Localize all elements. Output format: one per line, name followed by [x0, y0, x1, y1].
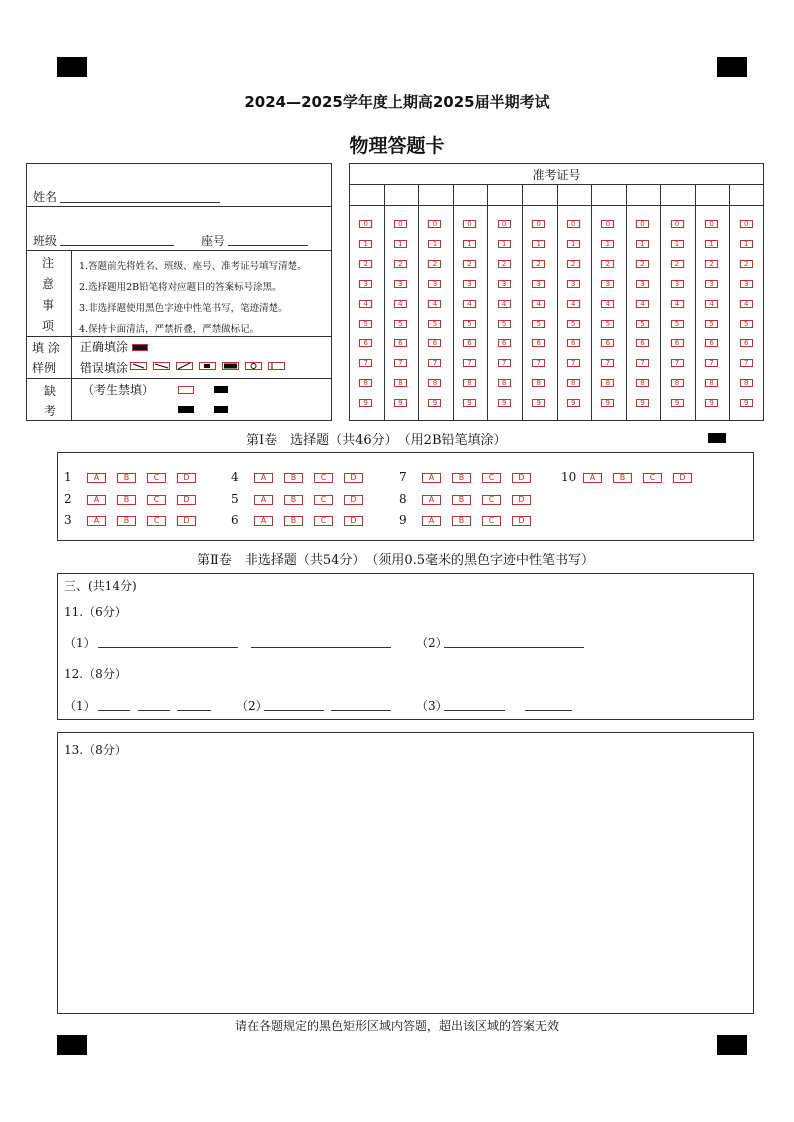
exam-id-bubble[interactable]: 8 [463, 379, 476, 387]
exam-id-bubble[interactable]: 5 [498, 320, 511, 328]
exam-id-bubble[interactable]: 3 [428, 280, 441, 288]
absent-mark [214, 386, 228, 393]
exam-id-bubble[interactable]: 9 [532, 399, 545, 407]
exam-id-bubble[interactable]: 0 [740, 220, 753, 228]
exam-id-bubble[interactable]: 3 [532, 280, 545, 288]
q12-3-answer-b[interactable] [525, 710, 572, 711]
q12-3-answer-a[interactable] [444, 710, 505, 711]
choice-bubble-a[interactable]: A [87, 495, 106, 505]
exam-id-bubble[interactable]: 3 [705, 280, 718, 288]
exam-id-bubble[interactable]: 4 [532, 300, 545, 308]
exam-id-bubble[interactable]: 3 [671, 280, 684, 288]
exam-id-bubble[interactable]: 4 [601, 300, 614, 308]
exam-id-bubble[interactable]: 5 [359, 320, 372, 328]
exam-id-bubble[interactable]: 4 [394, 300, 407, 308]
exam-id-bubble[interactable]: 3 [498, 280, 511, 288]
exam-id-bubble[interactable]: 7 [671, 359, 684, 367]
exam-id-bubble[interactable]: 0 [567, 220, 580, 228]
exam-id-bubble[interactable]: 4 [740, 300, 753, 308]
exam-id-bubble[interactable]: 1 [532, 240, 545, 248]
exam-title: 2024—2025学年度上期高2025届半期考试 [244, 93, 550, 111]
part3-label: 三、(共14分) [64, 579, 137, 593]
exam-id-bubble[interactable]: 7 [636, 359, 649, 367]
corner-marker [717, 1035, 747, 1055]
corner-marker [57, 1035, 87, 1055]
exam-id-bubble[interactable]: 7 [532, 359, 545, 367]
question-number: 6 [231, 513, 239, 527]
q12-2-label: （2） [236, 699, 268, 713]
question-number: 4 [231, 470, 239, 484]
question-number: 10 [561, 470, 577, 484]
absent-mark [178, 406, 194, 413]
exam-id-bubble[interactable]: 5 [740, 320, 753, 328]
exam-id-bubble[interactable]: 6 [359, 339, 372, 347]
q11-1-answer[interactable] [98, 647, 238, 648]
absent-heading: 缺 考 [44, 384, 57, 418]
exam-id-bubble[interactable]: 0 [428, 220, 441, 228]
choice-bubble-d[interactable]: D [673, 473, 692, 483]
exam-id-bubble[interactable]: 7 [567, 359, 580, 367]
q12-2-answer-a[interactable] [264, 710, 324, 711]
choice-bubble-c[interactable]: C [482, 495, 501, 505]
choice-bubble-c[interactable]: C [147, 495, 166, 505]
q11-2-label: （2） [416, 636, 448, 650]
exam-id-bubble[interactable]: 6 [671, 339, 684, 347]
exam-id-bubble[interactable]: 3 [740, 280, 753, 288]
exam-id-bubble[interactable]: 5 [428, 320, 441, 328]
question-number: 5 [231, 492, 239, 506]
exam-id-write-cell[interactable] [697, 186, 728, 203]
exam-id-bubble[interactable]: 5 [601, 320, 614, 328]
fill-heading: 填 涂 样例 [32, 341, 60, 375]
section2-title: 第Ⅱ卷 非选择题（共54分） （须用0.5毫米的黑色字迹中性笔书写） [197, 553, 595, 568]
choice-bubble-c[interactable]: C [643, 473, 662, 483]
choice-bubble-b[interactable]: B [117, 473, 136, 483]
choice-bubble-c[interactable]: C [147, 516, 166, 526]
answer-box-13[interactable] [57, 732, 754, 1014]
q11-1-label: （1） [64, 636, 96, 650]
choice-bubble-d[interactable]: D [344, 495, 363, 505]
choice-bubble-a[interactable]: A [87, 516, 106, 526]
exam-id-bubble[interactable]: 9 [567, 399, 580, 407]
exam-id-bubble[interactable]: 0 [705, 220, 718, 228]
notes-list: 1.答题前先将姓名、班级、座号、准考证号填写清楚。 2.选择题用2B铅笔将对应题目的答案标号涂黑。 3.非选择题使用黑色字迹中性笔书写，笔迹清楚。 4.保持卡面清洁，严禁折叠，严禁做标记。 [79, 261, 307, 335]
exam-id-write-cell[interactable] [593, 186, 624, 203]
exam-id-bubble[interactable]: 2 [428, 260, 441, 268]
exam-id-bubble[interactable]: 6 [636, 339, 649, 347]
name-label: 姓名 [33, 190, 58, 204]
exam-id-bubble[interactable]: 2 [601, 260, 614, 268]
choice-bubble-b[interactable]: B [284, 495, 303, 505]
section-marker [708, 433, 726, 443]
choice-bubble-c[interactable]: C [314, 516, 333, 526]
exam-id-label: 准考证号 [532, 168, 581, 182]
exam-id-bubble[interactable]: 2 [498, 260, 511, 268]
exam-id-bubble[interactable]: 5 [532, 320, 545, 328]
q12-1-answer-a[interactable] [98, 710, 130, 711]
exam-id-bubble[interactable]: 3 [601, 280, 614, 288]
choice-bubble-a[interactable]: A [422, 516, 441, 526]
question-number: 9 [399, 513, 407, 527]
exam-id-bubble[interactable]: 4 [567, 300, 580, 308]
choice-bubble-a[interactable]: A [254, 516, 273, 526]
choice-bubble-d[interactable]: D [512, 495, 531, 505]
q11-2-answer[interactable] [444, 647, 584, 648]
exam-id-bubble[interactable]: 2 [463, 260, 476, 268]
exam-id-bubble[interactable]: 1 [671, 240, 684, 248]
absent-bubble[interactable] [178, 386, 194, 394]
absent-mark [214, 406, 228, 413]
absent-note: （考生禁填） [82, 383, 155, 397]
class-label: 班级 [33, 234, 58, 248]
exam-id-bubble[interactable]: 7 [498, 359, 511, 367]
exam-id-bubble[interactable]: 0 [394, 220, 407, 228]
exam-id-bubble[interactable]: 9 [705, 399, 718, 407]
exam-id-bubble[interactable]: 2 [394, 260, 407, 268]
exam-id-bubble[interactable]: 5 [705, 320, 718, 328]
exam-id-bubble[interactable]: 9 [636, 399, 649, 407]
wrong-fill-samples [130, 362, 300, 374]
exam-id-bubble[interactable]: 7 [463, 359, 476, 367]
exam-id-write-cell[interactable] [524, 186, 555, 203]
exam-id-bubble[interactable]: 1 [740, 240, 753, 248]
choice-bubble-b[interactable]: B [284, 516, 303, 526]
choice-bubble-d[interactable]: D [512, 516, 531, 526]
exam-id-bubble[interactable]: 3 [567, 280, 580, 288]
q12-1-answer-b[interactable] [138, 710, 170, 711]
exam-id-bubble[interactable]: 6 [428, 339, 441, 347]
exam-id-bubble[interactable]: 8 [498, 379, 511, 387]
exam-id-bubble[interactable]: 8 [705, 379, 718, 387]
exam-id-bubble[interactable]: 2 [740, 260, 753, 268]
exam-id-bubble[interactable]: 5 [671, 320, 684, 328]
exam-id-bubble[interactable]: 0 [498, 220, 511, 228]
q12-label: 12.（8分） [64, 667, 127, 681]
name-field[interactable] [60, 202, 220, 203]
exam-id-bubble[interactable]: 9 [671, 399, 684, 407]
exam-id-bubble[interactable]: 1 [394, 240, 407, 248]
exam-id-bubble[interactable]: 8 [601, 379, 614, 387]
exam-id-bubble[interactable]: 8 [567, 379, 580, 387]
exam-id-bubble[interactable]: 8 [359, 379, 372, 387]
exam-id-bubble[interactable]: 6 [705, 339, 718, 347]
exam-id-bubble[interactable]: 5 [394, 320, 407, 328]
exam-id-bubble[interactable]: 7 [394, 359, 407, 367]
choice-bubble-b[interactable]: B [117, 516, 136, 526]
exam-id-bubble[interactable]: 3 [636, 280, 649, 288]
wrong-fill-label: 错误填涂 [80, 361, 129, 375]
choice-bubble-b[interactable]: B [452, 495, 471, 505]
corner-marker [717, 57, 747, 77]
exam-id-write-cell[interactable] [628, 186, 659, 203]
exam-id-bubble[interactable]: 2 [705, 260, 718, 268]
exam-id-bubble[interactable]: 7 [705, 359, 718, 367]
choice-bubble-d[interactable]: D [177, 516, 196, 526]
exam-id-bubble[interactable]: 3 [463, 280, 476, 288]
choice-bubble-a[interactable]: A [422, 473, 441, 483]
exam-id-bubble[interactable]: 0 [671, 220, 684, 228]
exam-id-bubble[interactable]: 6 [567, 339, 580, 347]
choice-bubble-a[interactable]: A [254, 473, 273, 483]
exam-id-bubble[interactable]: 1 [567, 240, 580, 248]
exam-id-bubble[interactable]: 2 [532, 260, 545, 268]
exam-id-bubble[interactable]: 1 [498, 240, 511, 248]
exam-id-bubble[interactable]: 9 [463, 399, 476, 407]
class-field[interactable] [60, 245, 174, 246]
exam-id-bubble[interactable]: 8 [671, 379, 684, 387]
section1-title: 第Ⅰ卷 选择题（共46分） （用2B铅笔填涂） [246, 433, 507, 448]
question-number: 2 [64, 492, 72, 506]
choice-bubble-a[interactable]: A [87, 473, 106, 483]
choice-bubble-a[interactable]: A [583, 473, 602, 483]
choice-bubble-c[interactable]: C [147, 473, 166, 483]
choice-bubble-d[interactable]: D [344, 516, 363, 526]
exam-id-bubble[interactable]: 8 [740, 379, 753, 387]
exam-id-bubble[interactable]: 3 [394, 280, 407, 288]
choice-bubble-b[interactable]: B [613, 473, 632, 483]
choice-bubble-b[interactable]: B [452, 473, 471, 483]
q13-label: 13.（8分） [64, 743, 127, 757]
exam-id-write-cell[interactable] [386, 186, 417, 203]
exam-id-write-cell[interactable] [731, 186, 762, 203]
choice-bubble-a[interactable]: A [254, 495, 273, 505]
exam-id-bubble[interactable]: 4 [359, 300, 372, 308]
exam-id-bubble[interactable]: 7 [428, 359, 441, 367]
seat-label: 座号 [201, 234, 226, 248]
exam-id-bubble[interactable]: 6 [740, 339, 753, 347]
exam-id-bubble[interactable]: 0 [463, 220, 476, 228]
footer-note: 请在各题规定的黑色矩形区域内答题，超出该区域的答案无效 [234, 1019, 559, 1033]
choice-bubble-c[interactable]: C [482, 516, 501, 526]
exam-id-bubble[interactable]: 1 [705, 240, 718, 248]
exam-id-bubble[interactable]: 1 [601, 240, 614, 248]
choice-bubble-b[interactable]: B [117, 495, 136, 505]
exam-id-write-cell[interactable] [455, 186, 486, 203]
choice-bubble-b[interactable]: B [452, 516, 471, 526]
choice-bubble-c[interactable]: C [314, 473, 333, 483]
exam-id-bubble[interactable]: 7 [601, 359, 614, 367]
correct-fill-sample [132, 344, 148, 351]
exam-id-bubble[interactable]: 2 [567, 260, 580, 268]
exam-id-bubble[interactable]: 9 [740, 399, 753, 407]
exam-id-write-cell[interactable] [351, 186, 382, 203]
choice-bubble-d[interactable]: D [512, 473, 531, 483]
q12-2-answer-b[interactable] [331, 710, 391, 711]
question-number: 3 [64, 513, 72, 527]
exam-id-bubble[interactable]: 4 [428, 300, 441, 308]
q11-label: 11.（6分） [64, 605, 127, 619]
exam-id-bubble[interactable]: 5 [567, 320, 580, 328]
exam-id-bubble[interactable]: 9 [359, 399, 372, 407]
question-number: 7 [399, 470, 407, 484]
exam-id-write-cell[interactable] [559, 186, 590, 203]
exam-id-bubble[interactable]: 6 [601, 339, 614, 347]
exam-id-bubble[interactable]: 3 [359, 280, 372, 288]
exam-id-bubble[interactable]: 8 [532, 379, 545, 387]
choice-bubble-c[interactable]: C [314, 495, 333, 505]
q11-1-answer-b[interactable] [251, 647, 391, 648]
exam-id-bubble[interactable]: 4 [498, 300, 511, 308]
exam-id-bubble[interactable]: 4 [671, 300, 684, 308]
choice-bubble-b[interactable]: B [284, 473, 303, 483]
exam-id-bubble[interactable]: 5 [463, 320, 476, 328]
exam-id-bubble[interactable]: 1 [636, 240, 649, 248]
choice-bubble-a[interactable]: A [422, 495, 441, 505]
seat-field[interactable] [228, 245, 308, 246]
exam-id-bubble[interactable]: 0 [636, 220, 649, 228]
exam-id-write-cell[interactable] [662, 186, 693, 203]
exam-id-bubble[interactable]: 0 [359, 220, 372, 228]
exam-id-bubble[interactable]: 6 [394, 339, 407, 347]
exam-id-bubble[interactable]: 8 [394, 379, 407, 387]
choice-bubble-d[interactable]: D [177, 495, 196, 505]
exam-id-bubble[interactable]: 8 [428, 379, 441, 387]
exam-id-bubble[interactable]: 4 [463, 300, 476, 308]
exam-id-bubble[interactable]: 1 [428, 240, 441, 248]
q12-1-label: （1） [64, 699, 96, 713]
exam-id-bubble[interactable]: 4 [636, 300, 649, 308]
exam-id-bubble[interactable]: 2 [671, 260, 684, 268]
exam-id-write-cell[interactable] [489, 186, 520, 203]
q12-3-label: （3） [416, 699, 448, 713]
exam-id-bubble[interactable]: 6 [498, 339, 511, 347]
choice-bubble-d[interactable]: D [344, 473, 363, 483]
question-number: 1 [64, 470, 72, 484]
exam-id-bubble[interactable]: 1 [463, 240, 476, 248]
exam-id-bubble[interactable]: 7 [359, 359, 372, 367]
exam-id-bubble[interactable]: 4 [705, 300, 718, 308]
card-title: 物理答题卡 [349, 135, 445, 157]
exam-id-bubble[interactable]: 2 [359, 260, 372, 268]
choice-bubble-c[interactable]: C [482, 473, 501, 483]
exam-id-bubble[interactable]: 6 [532, 339, 545, 347]
exam-id-bubble[interactable]: 5 [636, 320, 649, 328]
exam-id-bubble[interactable]: 6 [463, 339, 476, 347]
exam-id-write-cell[interactable] [420, 186, 451, 203]
question-number: 8 [399, 492, 407, 506]
exam-id-bubble[interactable]: 9 [428, 399, 441, 407]
notes-heading: 注 意 事 项 [42, 256, 55, 333]
exam-id-bubble[interactable]: 1 [359, 240, 372, 248]
exam-id-bubble[interactable]: 8 [636, 379, 649, 387]
exam-id-bubble[interactable]: 0 [601, 220, 614, 228]
exam-id-bubble[interactable]: 7 [740, 359, 753, 367]
q12-1-answer-c[interactable] [177, 710, 211, 711]
exam-id-bubble[interactable]: 9 [394, 399, 407, 407]
choice-bubble-d[interactable]: D [177, 473, 196, 483]
correct-fill-label: 正确填涂 [80, 340, 129, 354]
exam-id-bubble[interactable]: 9 [601, 399, 614, 407]
exam-id-bubble[interactable]: 0 [532, 220, 545, 228]
corner-marker [57, 57, 87, 77]
exam-id-bubble[interactable]: 2 [636, 260, 649, 268]
exam-id-bubble[interactable]: 9 [498, 399, 511, 407]
